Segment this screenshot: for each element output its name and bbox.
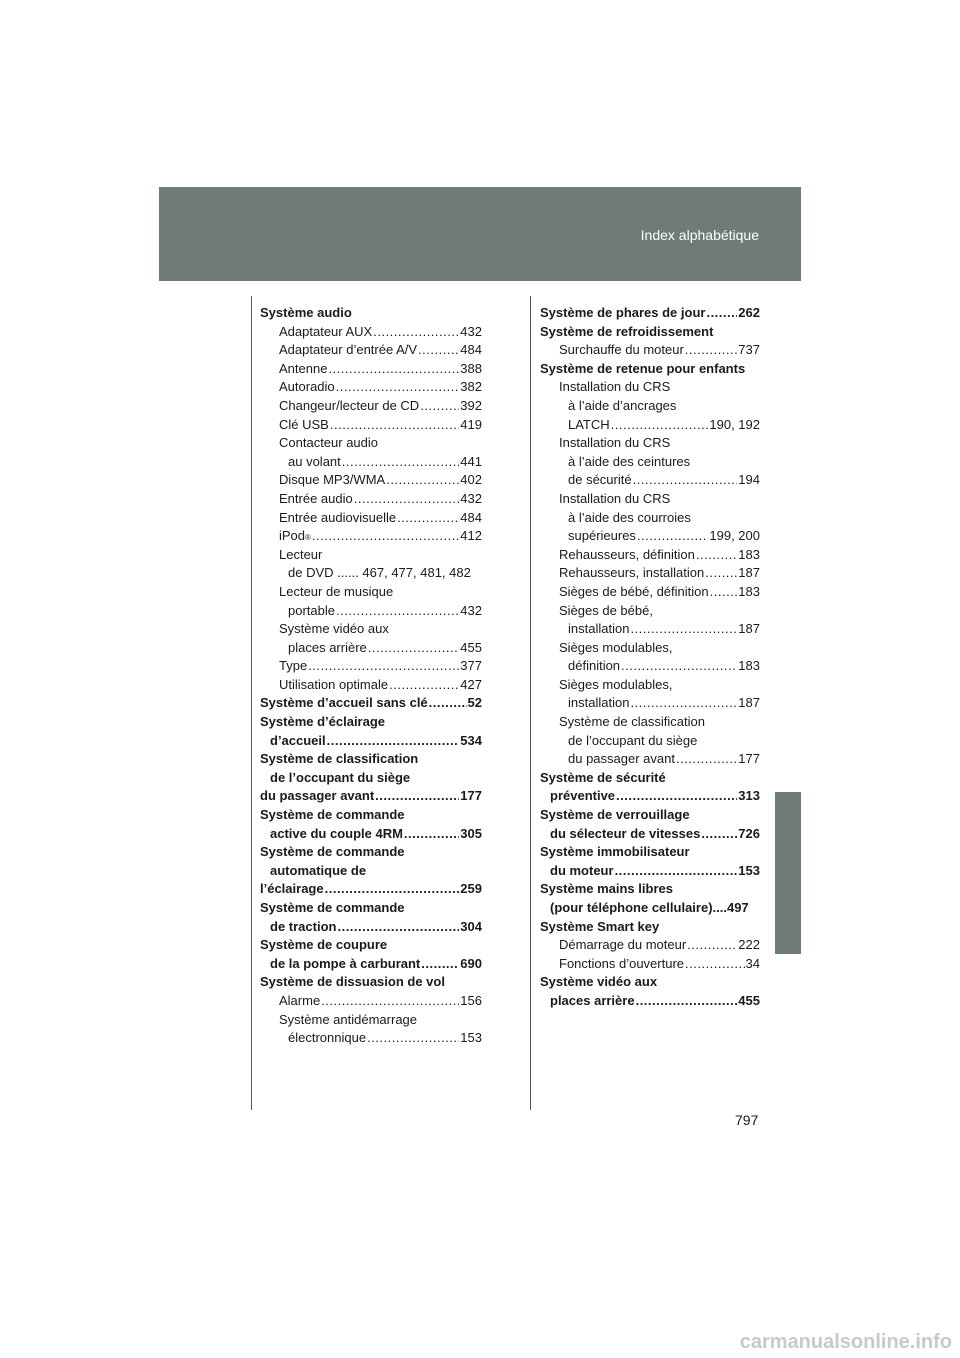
dot-leader	[621, 657, 737, 676]
index-entry-text: Entrée audiovisuelle	[279, 509, 397, 525]
index-entry-page: 484	[460, 342, 482, 358]
index-entry	[260, 880, 482, 899]
dot-leader	[611, 416, 709, 435]
index-entry-text: Système d’accueil sans clé	[260, 695, 428, 711]
index-entry-text: Sièges modulables,	[559, 676, 673, 692]
index-entry	[260, 416, 482, 435]
index-entry-page: 187	[738, 621, 760, 637]
index-entry	[540, 769, 760, 788]
index-entry-text: Sièges modulables,	[559, 639, 673, 655]
index-entry	[540, 992, 760, 1011]
index-entry-page: 441	[460, 453, 482, 469]
index-entry-page: 305	[460, 825, 482, 841]
index-entry-text: (pour téléphone cellulaire)....497	[550, 900, 749, 915]
dot-leader	[308, 657, 459, 676]
index-entry-page: 183	[738, 658, 760, 674]
column-divider-middle	[530, 296, 531, 1110]
index-entry	[260, 1029, 482, 1048]
index-entry-text: places arrière	[550, 992, 635, 1008]
index-entry	[540, 955, 760, 974]
index-entry-page: 432	[460, 323, 482, 339]
dot-leader	[368, 639, 460, 658]
dot-leader	[429, 694, 467, 713]
dot-leader	[337, 918, 459, 937]
index-entry	[540, 973, 760, 992]
index-entry	[540, 509, 760, 528]
index-entry-page: 412	[460, 528, 482, 544]
index-entry-page: 156	[460, 992, 482, 1008]
index-entry-text: Antenne	[279, 360, 328, 376]
column-divider-left	[251, 296, 252, 1110]
index-entry-text: de l’occupant du siège	[270, 769, 411, 785]
index-entry-text: automatique de	[270, 862, 367, 878]
index-entry	[260, 471, 482, 490]
index-entry-text: d’accueil	[270, 732, 326, 748]
index-entry-text: Système de sécurité	[540, 769, 666, 785]
dot-leader	[615, 862, 738, 881]
index-entry-text: iPod	[279, 528, 306, 544]
index-entry	[260, 546, 482, 565]
index-entry	[260, 750, 482, 769]
index-entry	[540, 583, 760, 602]
index-entry-text: Installation du CRS	[559, 435, 671, 451]
dot-leader	[685, 955, 745, 974]
dot-leader	[421, 955, 459, 974]
index-entry-page: 427	[460, 676, 482, 692]
index-entry-text: Système de commande	[260, 844, 405, 860]
dot-leader	[710, 583, 738, 602]
index-entry	[540, 750, 760, 769]
index-entry-text: définition	[568, 658, 621, 674]
index-entry-page: 484	[460, 509, 482, 525]
index-entry	[260, 564, 482, 583]
index-entry	[260, 583, 482, 602]
dot-leader	[630, 620, 737, 639]
dot-leader	[336, 602, 459, 621]
svg-text:carmanualsonline.info: carmanualsonline.info	[739, 1331, 952, 1353]
index-entry-text: Système vidéo aux	[279, 621, 389, 637]
index-entry-page: 153	[460, 1030, 482, 1046]
index-entry-page: 402	[460, 472, 482, 488]
index-entry-text: du moteur	[550, 862, 614, 878]
index-entry	[260, 992, 482, 1011]
index-entry-text: Autoradio	[279, 379, 335, 395]
dot-leader	[389, 676, 459, 695]
index-entry	[540, 527, 760, 546]
index-entry	[260, 453, 482, 472]
index-entry	[540, 378, 760, 397]
index-entry-text: Alarme	[279, 992, 321, 1008]
index-entry-text: Installation du CRS	[559, 379, 671, 395]
index-entry	[260, 602, 482, 621]
index-entry-text: Fonctions d’ouverture	[559, 955, 685, 971]
index-entry	[540, 360, 760, 379]
index-entry-text: Système de retenue pour enfants	[540, 360, 746, 376]
index-entry-text: du passager avant	[568, 751, 675, 767]
index-entry-page: 690	[460, 955, 482, 971]
index-entry	[540, 434, 760, 453]
index-entry-text: Contacteur audio	[279, 435, 379, 451]
dot-leader	[633, 471, 738, 490]
index-entry-text: électronnique	[288, 1030, 367, 1046]
index-entry-text: Système mains libres	[540, 881, 673, 897]
dot-leader	[321, 992, 459, 1011]
index-entry	[260, 825, 482, 844]
dot-leader	[330, 416, 459, 435]
index-entry-page: 392	[460, 397, 482, 413]
index-entry-page: 304	[460, 918, 482, 934]
index-entry-text: Système de classification	[260, 751, 419, 767]
dot-leader	[328, 360, 459, 379]
index-entry	[540, 323, 760, 342]
dot-leader	[397, 509, 459, 528]
dot-leader	[404, 825, 459, 844]
index-entry-text: Changeur/lecteur de CD	[279, 397, 420, 413]
dot-leader	[676, 750, 737, 769]
index-entry	[260, 490, 482, 509]
index-entry-text: places arrière	[288, 639, 367, 655]
index-entry	[540, 787, 760, 806]
index-entry	[540, 676, 760, 695]
index-entry-page: 183	[738, 546, 760, 562]
index-entry-text: Lecteur de musique	[279, 583, 394, 599]
dot-leader	[687, 936, 737, 955]
index-entry-text: Utilisation optimale	[279, 676, 389, 692]
index-entry	[260, 434, 482, 453]
index-entry	[260, 862, 482, 881]
index-entry-page: 534	[460, 732, 482, 748]
index-entry-page: 187	[738, 695, 760, 711]
index-entry	[540, 843, 760, 862]
dot-leader	[701, 825, 737, 844]
index-entry-text: Rehausseurs, installation	[559, 565, 705, 581]
index-entry-text: Clé USB	[279, 416, 329, 432]
index-entry-text: installation	[568, 621, 630, 637]
index-entry	[260, 769, 482, 788]
index-entry	[540, 639, 760, 658]
index-entry-page: 455	[738, 992, 760, 1008]
page-header-title: Index alphabétique	[640, 227, 759, 243]
dot-leader	[325, 880, 460, 899]
index-entry-text: de la pompe à carburant	[270, 955, 421, 971]
index-entry-text: active du couple 4RM	[270, 825, 403, 841]
index-entry	[260, 899, 482, 918]
index-entry	[540, 936, 760, 955]
index-entry	[260, 1011, 482, 1030]
index-entry	[540, 694, 760, 713]
index-entry-text: portable	[288, 602, 335, 618]
dot-leader	[685, 341, 738, 360]
index-entry-text: Système de coupure	[260, 937, 388, 953]
dot-leader	[420, 397, 459, 416]
index-entry-text: Type	[279, 658, 308, 674]
index-entry	[260, 936, 482, 955]
index-entry	[540, 341, 760, 360]
dot-leader	[367, 1029, 459, 1048]
index-entry-page: 377	[460, 658, 482, 674]
index-entry	[540, 918, 760, 937]
section-thumb-tab	[775, 792, 801, 954]
index-entry	[540, 453, 760, 472]
index-entry-text: Lecteur	[279, 546, 323, 562]
index-entry	[260, 694, 482, 713]
index-entry-page: 34	[745, 955, 760, 971]
index-entry-text: LATCH	[568, 416, 610, 432]
index-entry	[540, 397, 760, 416]
index-entry-text: Système audio	[260, 305, 352, 320]
index-entry	[260, 676, 482, 695]
index-entry-page: 153	[738, 862, 760, 878]
dot-leader	[696, 546, 737, 565]
index-entry-page: 455	[460, 639, 482, 655]
index-entry-page: 190, 192	[709, 416, 760, 432]
index-entry	[260, 397, 482, 416]
index-entry-text: Surchauffe du moteur	[559, 342, 684, 358]
index-entry: iPod ® ..... 412	[260, 527, 482, 546]
index-entry-page: 262	[738, 305, 760, 320]
dot-leader	[312, 527, 459, 546]
index-entry-text: de DVD ...... 467, 477, 481, 482	[288, 565, 471, 581]
dot-leader	[616, 787, 737, 806]
index-entry-page: 187	[738, 565, 760, 581]
index-entry-text: de traction	[270, 918, 337, 934]
index-entry	[260, 360, 482, 379]
index-entry	[540, 490, 760, 509]
index-entry-text: Système immobilisateur	[540, 844, 690, 860]
index-entry-text: de sécurité	[568, 472, 632, 488]
index-entry	[260, 304, 482, 323]
index-entry-page: 432	[460, 602, 482, 618]
dot-leader	[327, 732, 460, 751]
index-entry-text: Système Smart key	[540, 918, 660, 934]
index-entry-page: 382	[460, 379, 482, 395]
index-entry-page: 388	[460, 360, 482, 376]
index-entry	[260, 918, 482, 937]
index-entry-text: Système de verrouillage	[540, 807, 690, 823]
index-entry-text: Système antidémarrage	[279, 1011, 418, 1027]
index-entry-page: 419	[460, 416, 482, 432]
index-entry	[260, 713, 482, 732]
dot-leader	[636, 992, 738, 1011]
index-entry-text: à l’aide d’ancrages	[568, 397, 677, 413]
index-entry-page: 52	[467, 695, 482, 711]
index-entry-text: Disque MP3/WMA	[279, 472, 386, 488]
index-entry-text: Système vidéo aux	[540, 974, 658, 990]
index-entry-text: au volant	[288, 453, 341, 469]
dot-leader	[706, 304, 737, 323]
index-entry-text: de l’occupant du siège	[568, 732, 698, 748]
index-entry-text: supérieures	[568, 528, 636, 544]
index-entry-page: 177	[460, 788, 482, 804]
index-entry	[540, 713, 760, 732]
index-entry-text: Installation du CRS	[559, 490, 671, 506]
index-entry	[540, 862, 760, 881]
index-entry	[260, 509, 482, 528]
index-entry-page: 177	[738, 751, 760, 767]
dot-leader	[705, 564, 737, 583]
header-band	[159, 187, 801, 281]
index-entry-text: Sièges de bébé,	[559, 602, 653, 618]
index-entry	[540, 732, 760, 751]
index-entry-text: installation	[568, 695, 630, 711]
index-entry-text: préventive	[550, 788, 616, 804]
index-entry	[540, 806, 760, 825]
index-entry	[540, 416, 760, 435]
page-number: 797	[735, 1112, 759, 1128]
index-column-right	[540, 304, 760, 1011]
dot-leader	[373, 323, 459, 342]
index-entry-page: 222	[738, 937, 760, 953]
index-entry	[260, 806, 482, 825]
index-entry-page: 726	[738, 825, 760, 841]
index-entry-text: Adaptateur AUX	[279, 323, 373, 339]
index-entry-text: du sélecteur de vitesses	[550, 825, 701, 841]
index-entry	[260, 843, 482, 862]
index-entry	[260, 732, 482, 751]
index-entry	[540, 899, 760, 918]
index-entry-text: l’éclairage	[260, 881, 324, 897]
index-entry-text: Adaptateur d’entrée A/V	[279, 342, 418, 358]
index-entry	[540, 304, 760, 323]
index-entry	[260, 787, 482, 806]
index-entry-page: 183	[738, 583, 760, 599]
dot-leader	[630, 694, 737, 713]
index-entry-text: Système de classification	[559, 714, 705, 730]
index-entry-text: Système de commande	[260, 807, 405, 823]
index-entry	[260, 341, 482, 360]
dot-leader	[336, 378, 460, 397]
index-entry	[260, 955, 482, 974]
index-entry-text: Système de dissuasion de vol	[260, 974, 445, 990]
dot-leader	[637, 527, 708, 546]
index-entry-page: 194	[738, 472, 760, 488]
index-entry-text: Démarrage du moteur	[559, 937, 687, 953]
index-entry-text: Système de refroidissement	[540, 323, 714, 339]
index-entry	[260, 378, 482, 397]
index-entry-text: à l’aide des courroies	[568, 509, 691, 525]
index-entry	[260, 620, 482, 639]
index-entry-page: 313	[738, 788, 760, 804]
index-entry	[540, 825, 760, 844]
dot-leader	[386, 471, 459, 490]
index-entry-text: Rehausseurs, définition	[559, 546, 695, 562]
index-entry	[540, 657, 760, 676]
index-entry	[540, 546, 760, 565]
index-entry-text: Système d’éclairage	[260, 714, 386, 730]
index-entry	[260, 973, 482, 992]
index-entry-page: 199, 200	[709, 528, 760, 544]
index-entry	[540, 620, 760, 639]
index-entry	[260, 639, 482, 658]
index-entry	[540, 564, 760, 583]
index-entry-page: 259	[460, 881, 482, 897]
index-entry-text: Sièges de bébé, définition	[559, 583, 709, 599]
index-entry	[540, 471, 760, 490]
dot-leader	[354, 490, 460, 509]
index-entry	[540, 602, 760, 621]
watermark-logo	[0, 1318, 960, 1358]
dot-leader	[375, 787, 459, 806]
index-entry-text: du passager avant	[260, 788, 375, 804]
index-entry-text: à l’aide des ceintures	[568, 453, 691, 469]
index-entry-text: Entrée audio	[279, 490, 353, 506]
dot-leader	[418, 341, 459, 360]
dot-leader	[342, 453, 460, 472]
index-entry-text: Système de phares de jour	[540, 305, 706, 320]
index-entry	[540, 880, 760, 899]
index-entry-page: 737	[738, 342, 760, 358]
index-column-left	[260, 304, 482, 1048]
index-entry-text: Système de commande	[260, 900, 405, 915]
index-entry-page: 432	[460, 490, 482, 506]
index-entry	[260, 657, 482, 676]
index-entry	[260, 323, 482, 342]
